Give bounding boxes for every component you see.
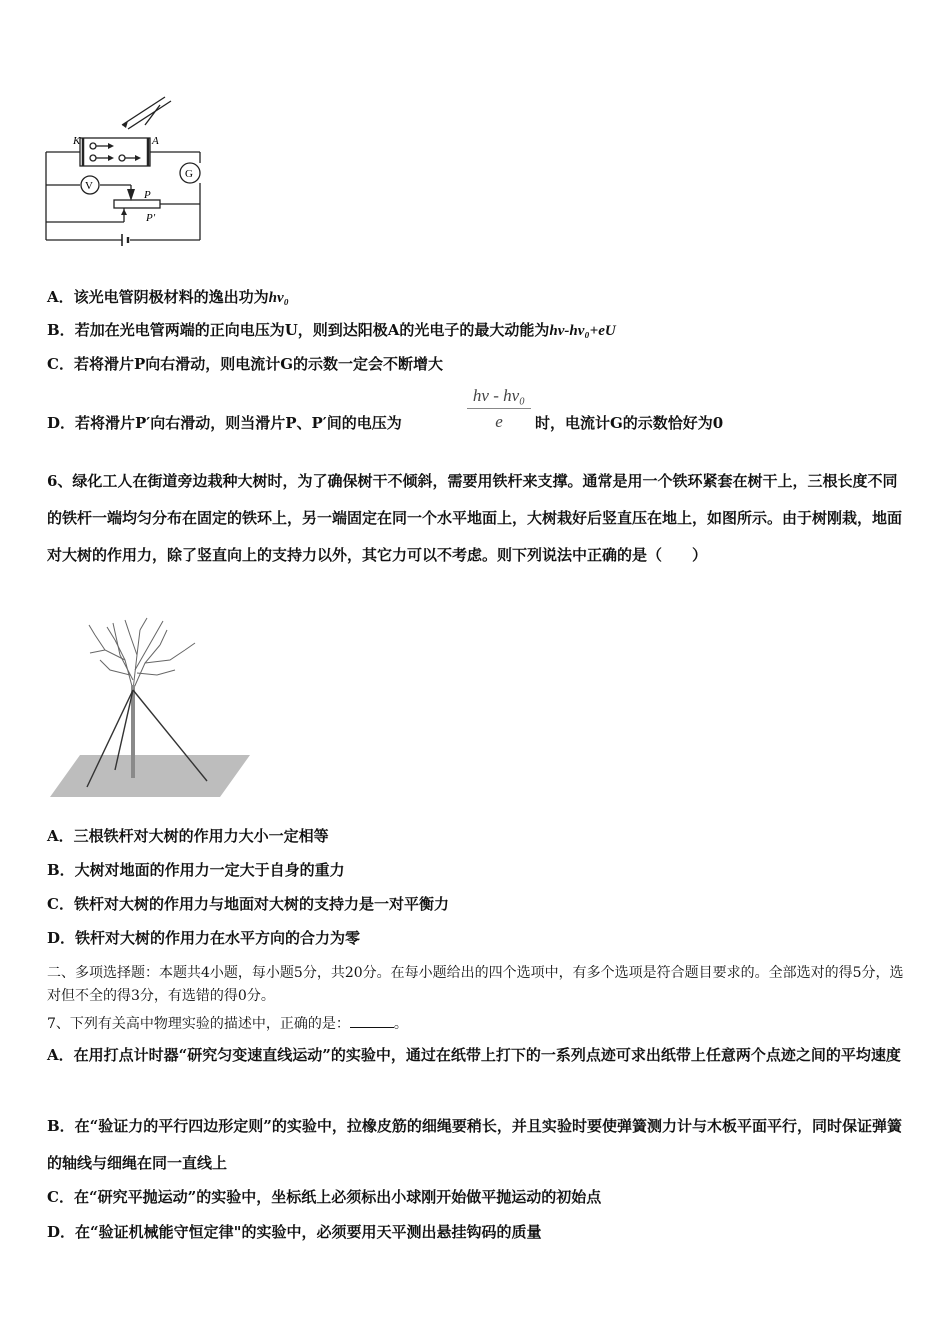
option-text: 时，电流计G的示数恰好为0 [535, 414, 724, 432]
q7-option-d: D．在“验证机械能守恒定律"的实验中，必须要用天平测出悬挂钩码的质量 [47, 1223, 542, 1241]
option-text: 若将滑片P向右滑动，则电流计G的示数一定会不断增大 [73, 355, 444, 373]
q6-option-a: A．三根铁杆对大树的作用力大小一定相等 [47, 827, 329, 845]
label-a: A [152, 135, 159, 147]
q6-option-b: B．大树对地面的作用力一定大于自身的重力 [47, 861, 345, 879]
q7-option-a: A．在用打点计时器“研究匀变速直线运动”的实验中，通过在纸带上打下的一系列点迹可求出纸带上任意两个点迹之间的平均速度 [47, 1046, 901, 1064]
option-expr: hν₀ [268, 290, 289, 306]
q5-option-b [47, 320, 616, 341]
stem-end: 。 [393, 1016, 408, 1032]
q6-option-d: D．铁杆对大树的作用力在水平方向的合力为零 [47, 929, 361, 947]
option-label: B． [47, 321, 75, 339]
section-2-heading: 二、多项选择题：本题共4小题，每小题5分，共20分。在每小题给出的四个选项中，有多个选项是符合题目要求的。全部选对的得5分，选对但不全的得3分，有选错的得0分。 [47, 965, 904, 1004]
option-text: 该光电管阴极材料的逸出功为 [73, 288, 269, 306]
option-text: 若加在光电管两端的正向电压为U，则到达阳极A的光电子的最大动能为 [74, 321, 550, 339]
option-label: A． [47, 288, 74, 306]
q7-stem [47, 1012, 408, 1034]
answer-blank[interactable] [350, 1012, 394, 1028]
label-p-prime: P′ [146, 212, 156, 224]
label-k: K [73, 135, 81, 147]
q5-option-d-tail [535, 413, 723, 433]
q5-option-c [47, 354, 443, 374]
q5-option-d [47, 413, 402, 433]
option-text: 若将滑片P′向右滑动，则当滑片P、P′间的电压为 [75, 414, 402, 432]
option-label: D． [47, 414, 76, 432]
option-expr: hν-hν₀+eU [549, 323, 616, 339]
q6-option-c: C．铁杆对大树的作用力与地面对大树的支持力是一对平衡力 [47, 895, 449, 913]
q6-stem: 6、绿化工人在街道旁边栽种大树时，为了确保树干不倾斜，需要用铁杆来支撑。通常是用一个铁环紧套在树干上，三根长度不同的铁杆一端均匀分布在固定的铁环上，另一端固定在同一个水平地面上，大树栽好后竖直压在地上，如图所示。由于树刚栽，地面对大树的作用力，除了竖直向上的支持力以外，其它力可以不考虑。则下列说法中正确的是（ ） [47, 472, 903, 564]
label-v: V [85, 180, 93, 192]
stem-text: 7、下列有关高中物理实验的描述中，正确的是： [47, 1016, 350, 1032]
tree-figure [45, 615, 255, 805]
fraction-denominator: e [495, 412, 503, 431]
q5-option-a [47, 287, 289, 308]
q7-option-c: C．在“研究平抛运动”的实验中，坐标纸上必须标出小球刚开始做平抛运动的初始点 [47, 1188, 602, 1206]
q7-option-b: B．在“验证力的平行四边形定则”的实验中，拉橡皮筋的细绳要稍长，并且实验时要使弹簧测力计与木板平面平行，同时保证弹簧的轴线与细绳在同一直线上 [47, 1117, 902, 1172]
voltage-fraction [467, 386, 531, 432]
fraction-numerator: hν - hν₀ [467, 386, 531, 409]
option-label: C． [47, 355, 74, 373]
photocell-circuit-figure [40, 95, 210, 255]
label-g: G [185, 168, 193, 180]
label-p: P [144, 189, 151, 201]
